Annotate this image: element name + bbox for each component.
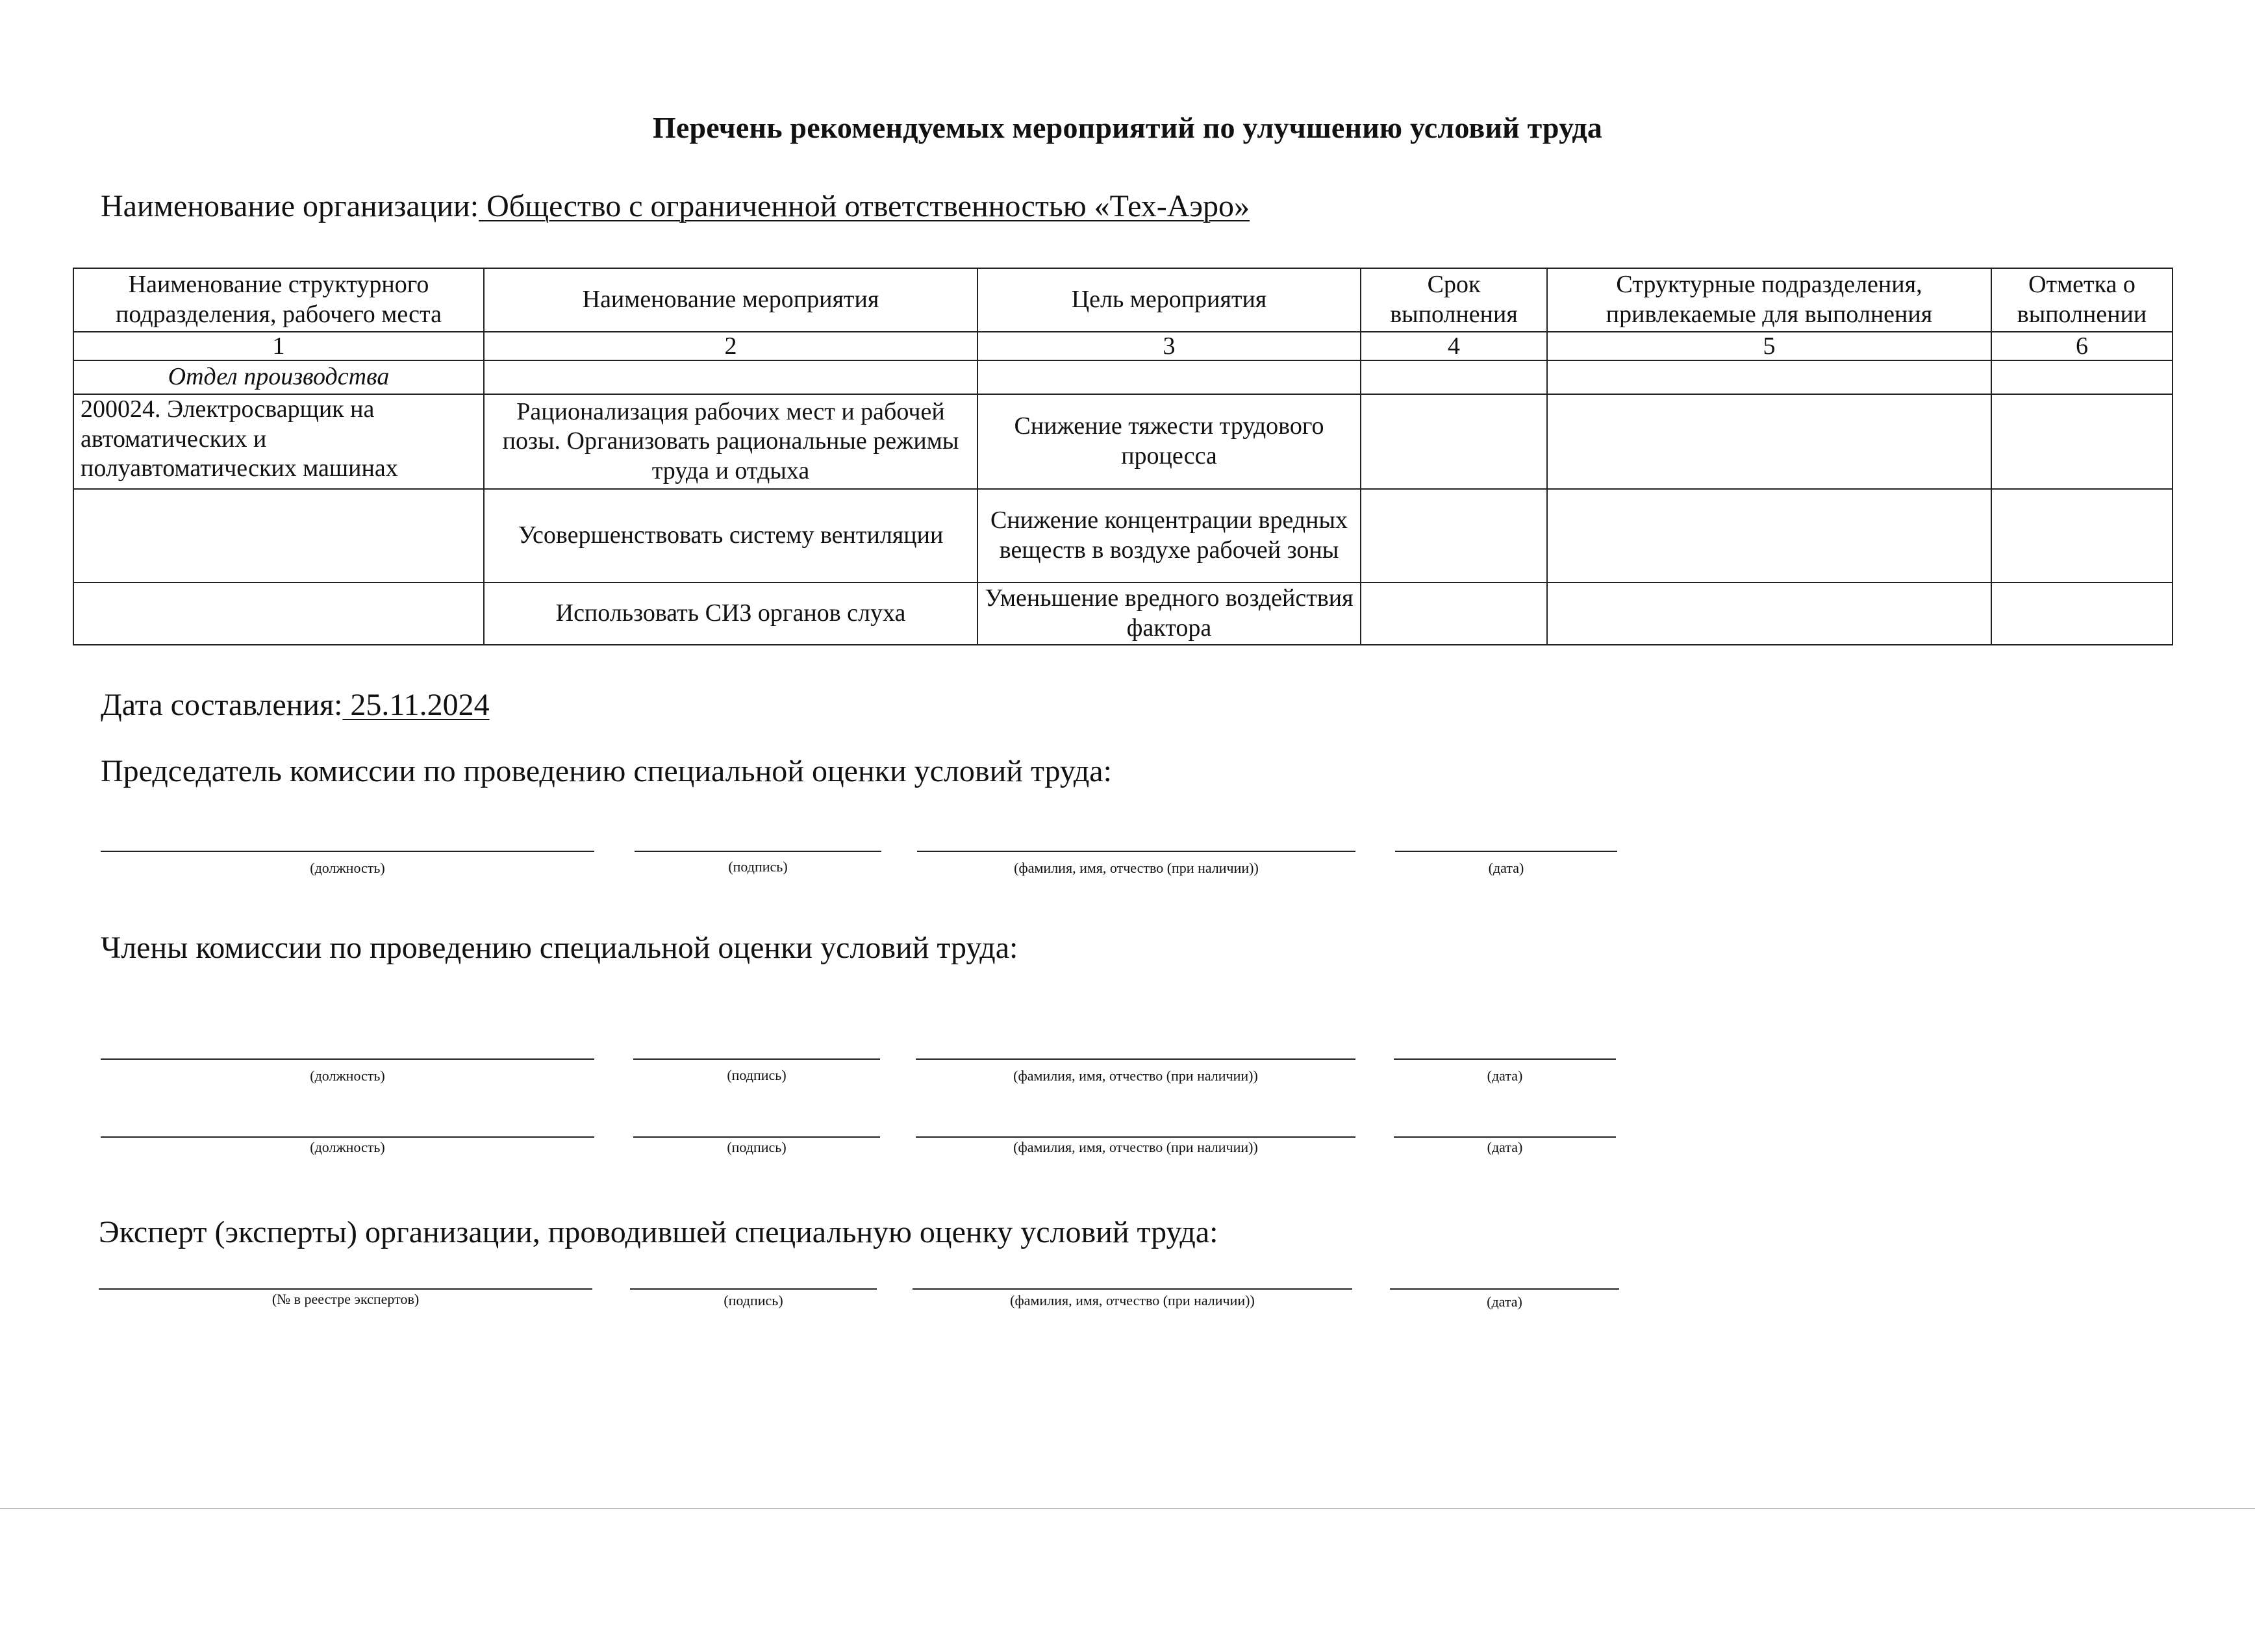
measure-cell: Рационализация рабочих мест и рабочей позы. Организовать рациональные режимы труда и отдыха [484, 394, 977, 489]
header-deadline: Срок выполнения [1361, 268, 1547, 332]
full-name-line [916, 1136, 1355, 1138]
position-caption: (должность) [310, 1139, 385, 1155]
organization-name: Общество с ограниченной ответственностью «Тех-Аэро» [479, 189, 1250, 223]
full-name-caption: (фамилия, имя, отчество (при наличии)) [1014, 860, 1259, 876]
page-bottom-rule [0, 1508, 2255, 1509]
measure-cell: Усовершенствовать систему вентиляции [484, 489, 977, 582]
department-name: Отдел производства [73, 360, 484, 394]
date-line [101, 687, 490, 723]
organization-line [101, 188, 1250, 224]
empty-cell [1991, 360, 2173, 394]
signature-caption: (подпись) [728, 858, 788, 875]
column-number: 5 [1547, 332, 1991, 360]
workplace-cell: 200024. Электросварщик на автоматических и полуавтоматических машинах [73, 394, 484, 489]
header-measure: Наименование мероприятия [484, 268, 977, 332]
date-sign-line [1394, 1136, 1616, 1138]
table-header-row [73, 268, 2173, 332]
date-caption: (дата) [1487, 1068, 1523, 1084]
column-number-row [73, 332, 2173, 360]
mark-cell [1991, 489, 2173, 582]
header-workplace: Наименование структурного подразделения, рабочего места [73, 268, 484, 332]
empty-cell [977, 360, 1361, 394]
full-name-line [916, 1058, 1355, 1060]
members-heading: Члены комиссии по проведению специальной оценки условий труда: [101, 931, 1018, 965]
deadline-cell [1361, 394, 1547, 489]
table-row [73, 582, 2173, 645]
experts-heading: Эксперт (эксперты) организации, проводившей специальную оценку условий труда: [99, 1215, 1218, 1249]
units-cell [1547, 582, 1991, 645]
empty-cell [1361, 360, 1547, 394]
full-name-line [917, 851, 1355, 852]
date-sign-line [1394, 1058, 1616, 1060]
date-sign-line [1390, 1288, 1619, 1290]
signature-caption: (подпись) [727, 1139, 787, 1155]
empty-cell [484, 360, 977, 394]
signature-caption: (подпись) [727, 1067, 787, 1083]
signature-line [633, 1058, 880, 1060]
date-sign-line [1395, 851, 1617, 852]
units-cell [1547, 489, 1991, 582]
measure-cell: Использовать СИЗ органов слуха [484, 582, 977, 645]
registry-number-caption: (№ в реестре экспертов) [271, 1291, 420, 1307]
date-label: Дата составления: [101, 688, 343, 722]
column-number: 6 [1991, 332, 2173, 360]
mark-cell [1991, 582, 2173, 645]
position-caption: (должность) [310, 1068, 385, 1084]
chairman-heading: Председатель комиссии по проведению специальной оценки условий труда: [101, 754, 1112, 788]
measures-table [73, 268, 2173, 645]
position-line [101, 1058, 594, 1060]
table-row [73, 489, 2173, 582]
table-row [73, 394, 2173, 489]
signature-caption: (подпись) [724, 1292, 783, 1308]
date-value: 25.11.2024 [342, 688, 490, 722]
signature-line [633, 1136, 880, 1138]
full-name-line [913, 1288, 1352, 1290]
signature-line [630, 1288, 877, 1290]
column-number: 2 [484, 332, 977, 360]
empty-cell [1547, 360, 1991, 394]
header-mark: Отметка о выполнении [1991, 268, 2173, 332]
department-row [73, 360, 2173, 394]
goal-cell: Снижение концентрации вредных веществ в воздухе рабочей зоны [977, 489, 1361, 582]
position-line [101, 851, 594, 852]
goal-cell: Снижение тяжести трудового процесса [977, 394, 1361, 489]
header-goal: Цель мероприятия [977, 268, 1361, 332]
date-caption: (дата) [1488, 860, 1524, 876]
signature-line [635, 851, 881, 852]
goal-cell: Уменьшение вредного воздействия фактора [977, 582, 1361, 645]
full-name-caption: (фамилия, имя, отчество (при наличии)) [1013, 1139, 1258, 1155]
deadline-cell [1361, 582, 1547, 645]
full-name-caption: (фамилия, имя, отчество (при наличии)) [1010, 1292, 1255, 1308]
document-title: Перечень рекомендуемых мероприятий по улучшению условий труда [652, 111, 1603, 144]
date-caption: (дата) [1487, 1294, 1522, 1310]
column-number: 3 [977, 332, 1361, 360]
position-caption: (должность) [310, 860, 385, 876]
registry-number-line [99, 1288, 592, 1290]
header-units: Структурные подразделения, привлекаемые для выполнения [1547, 268, 1991, 332]
organization-label: Наименование организации: [101, 189, 479, 223]
column-number: 1 [73, 332, 484, 360]
workplace-cell [73, 489, 484, 582]
position-line [101, 1136, 594, 1138]
column-number: 4 [1361, 332, 1547, 360]
date-caption: (дата) [1487, 1139, 1523, 1155]
workplace-cell [73, 582, 484, 645]
mark-cell [1991, 394, 2173, 489]
full-name-caption: (фамилия, имя, отчество (при наличии)) [1013, 1068, 1258, 1084]
deadline-cell [1361, 489, 1547, 582]
units-cell [1547, 394, 1991, 489]
